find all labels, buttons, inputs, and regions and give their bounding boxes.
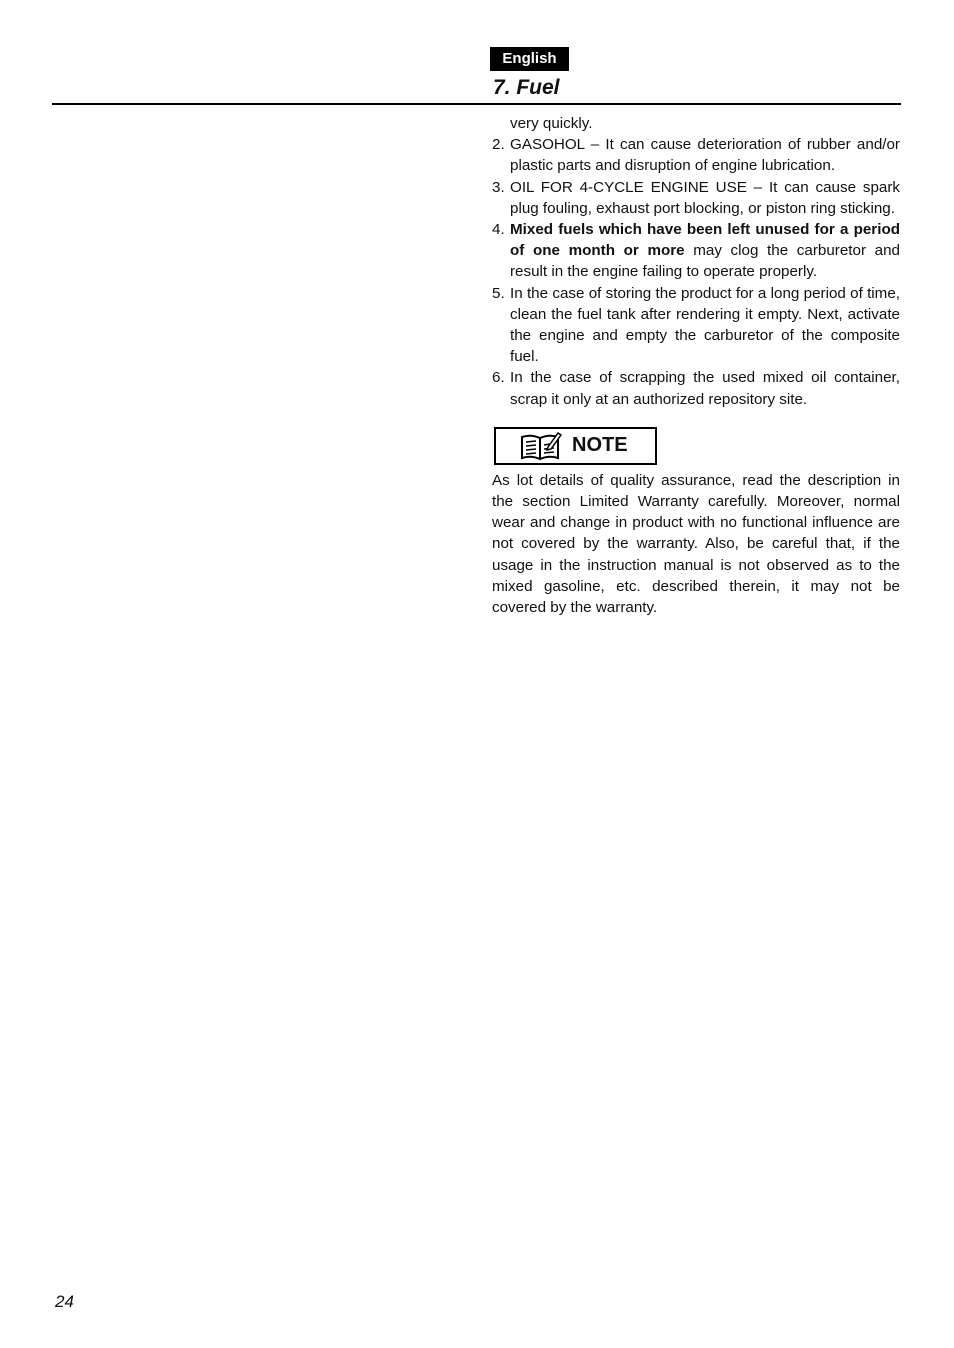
section-title: 7. Fuel [493, 76, 560, 99]
list-item-number: 2. [492, 136, 505, 154]
list-item-number: 3. [492, 178, 505, 196]
list-item-number: 6. [492, 369, 505, 387]
note-text: As lot details of quality assurance, read the description in the section Limited Warranty carefully. Moreover, normal wear and change in product with no functional influence are not covered by the warranty. Also, be careful that, if the usage in the instruction manual is not observed as to the mixed gasoline, etc. described therein, it may not be covered by the warranty. [492, 471, 900, 617]
list-item-number: 5. [492, 284, 505, 302]
list-item [492, 367, 900, 409]
list-item [492, 134, 900, 176]
continued-text: very quickly. [510, 115, 593, 132]
list-item-bold-text: Mixed fuels which have been left unused for a period of one month or more [510, 221, 900, 260]
note-label: NOTE [572, 434, 628, 457]
page-number: 24 [55, 1292, 74, 1311]
list-item-text: may clog the carburetor and result in the engine failing to operate properly. [510, 242, 900, 281]
list-item-text: OIL FOR 4-CYCLE ENGINE USE – It can cause spark plug fouling, exhaust port blocking, or piston ring sticking. [510, 178, 900, 217]
list-item-text: GASOHOL – It can cause deterioration of rubber and/or plastic parts and disruption of engine lubrication. [510, 136, 900, 175]
content-column [492, 113, 900, 618]
list-item [492, 219, 900, 283]
language-badge: English [490, 47, 569, 71]
list-item [492, 177, 900, 219]
notebook-pencil-icon [520, 431, 562, 461]
header-rule [52, 103, 901, 105]
list-item-text: In the case of storing the product for a long period of time, clean the fuel tank after rendering it empty. Next, activate the engine and empty the carburetor of the composite fuel. [510, 284, 900, 366]
list-item [492, 283, 900, 368]
list-item-number: 4. [492, 221, 505, 239]
note-box [494, 427, 657, 465]
list-item-text: In the case of scrapping the used mixed oil container, scrap it only at an authorized repository site. [510, 369, 900, 408]
